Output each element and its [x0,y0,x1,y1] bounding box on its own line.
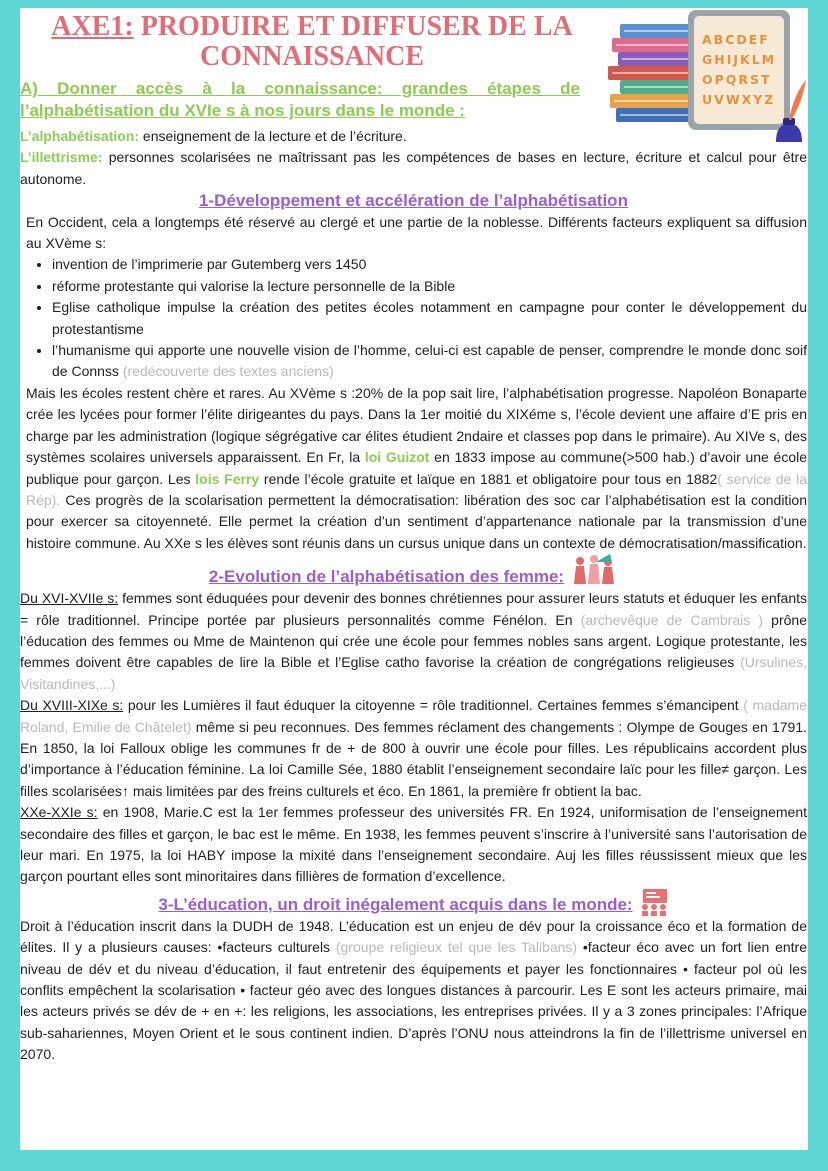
section-1-heading: 1-Développement et accélération de l’alphabétisation [199,191,628,211]
axis-title: PRODUIRE ET DIFFUSER DE LA CONNAISSANCE [133,11,573,72]
period-label: Du XVIII-XIXe s: [20,697,124,714]
paragraph-text: en 1833 impose au commune(>500 hab.) d’avoir une école publique pour garçon. Les [26,449,808,487]
book-stack-icon [608,24,698,122]
letters-row-1: ABCDEF [702,32,770,47]
list-item: • invention de l’imprimerie par Gutemberg vers 1450 [52,254,807,275]
main-content [20,126,807,1066]
definition-term: L’alphabétisation: [20,128,140,144]
paragraph-note: ( service de la Rép). [26,470,807,508]
letters-row-2: GHIJKLM [702,52,777,67]
section-2-p3 [20,802,807,888]
section-1-intro: En Occident, cela a longtemps été réservé au clergé et une partie de la noblesse. Différents facteurs expliquent sa diffusion au XVème s: [26,213,807,252]
women-figures-icon [568,554,618,588]
section-1-paragraph [20,383,807,554]
paragraph-note: (Ursulines, Visitandines,...) [20,654,807,692]
section-a-heading: A) Donner accès à la connaissance: grandes étapes de l’alphabétisation du XVIe s à nos jours dans le monde : [20,79,580,120]
list-item [52,340,807,383]
definition-text: enseignement de la lecture et de l’écriture. [139,128,407,144]
list-item: • Eglise catholique impulse la création des petites écoles notamment en campagne pour conter le développement du protestantisme [52,297,807,340]
section-2-heading [20,554,807,588]
paragraph-text: femmes sont éduquées pour devenir des bonnes chrétiennes pour assurer leurs statuts et éduquer les enfants = rôle traditionnel. Principe portée par plusieurs personnalités comme Fénélon. En [20,590,807,628]
paragraph-text: Droit à l’éducation inscrit dans la DUDH de 1948. L’éducation est un enjeu de dév pour la croissance éco et la formation de élites. Il y a plusieurs causes: •facteurs culturels [20,917,807,956]
definition-text: personnes scolarisées ne maîtrissant pas les compétences de bases en lecture, écriture et calcul pour être autonome. [20,149,807,187]
section-3-heading-text: 3-L’éducation, un droit inégalement acquis dans le monde: [158,894,633,914]
axis-label: AXE1: [51,11,134,42]
list-item-note: (redécouverte des textes anciens) [122,363,334,380]
paragraph-text: Mais les écoles restent chère et rares. Au XVème s :20% de la pop sait lire, l’alphabétisation progresse. Napoléon Bonaparte crée les lycées pour former l’élite dirigeantes du pays. Dans la 1er moitié du XIXéme s, l’école devient une affaire d’E pris en charge par les administration (logique ségrégative car élites étudient 2ndaire et classes pop dans le primaire). Au XIVe s, des systèmes scolaires universels apparaissent. En Fr, la [26,384,807,466]
loi-guizot: loi Guizot [364,449,430,466]
factors-list [20,254,807,382]
section-3-paragraph [20,916,807,1066]
lois-ferry: lois Ferry [195,470,260,487]
paragraph-note: (archevêque de Cambrais ) [580,611,764,628]
teacher-board-icon [639,888,669,916]
paragraph-text: en 1908, Marie.C est la 1er femmes professeur des universités FR. En 1924, uniformisation de l’enseignement secondaire des filles et garçon, le bac est le même. En 1938, les femmes peuvent s’inscrire à l’université sans l’autorisation de leur mari. En 1975, la loi HABY impose la mixité dans l’enseignement secondaire. Auj les filles réussissent mieux que les garçon pourtant elles sont minoritaires dans fillières de formation d’excellence. [20,804,807,885]
list-item: • réforme protestante qui valorise la lecture personnelle de la Bible [52,276,807,297]
letters-row-3: OPQRST [702,72,772,87]
definition-alphabetisation [20,126,807,147]
paragraph-text: •facteur éco avec un fort lien entre niveau de dév et du niveau d’éducation, il faut entretenir des équipements et payer les fonctionnaires • facteur pol où les conflits empêchent la scolarisation • facteur géo avec des longues distances à parcourir. Les E sont les acteurs primaire, mai les acteurs privés se dév de + en +: les religions, les associations, les entreprises privées. Il y a 3 zones principales: l’Afrique sub-sahariennes, Moyen Orient et le sous continent indien. D’après l’ONU nous atteindrons la fin de l’illettrisme universel en 2070. [20,939,807,1063]
paragraph-text: même si peu reconnues. Des femmes réclament des changements : Olympe de Gouges en 1791. En 1850, la loi Falloux oblige les communes fr de + de 800 à ouvrir une école pour filles. Les républicains accordent plus d’importance à l’éducation féminine. La loi Camille Sée, 1880 établit l’enseignement secondaire laïc pour les fille≠ garçon. Les filles scolarisées↑ mais limitées par des freins culturels et éco. En 1861, la première fr obtient la bac. [20,718,808,799]
paragraph-note: (groupe religieux tel que les Talibans) [335,939,578,956]
period-label: Du XVI-XVIIe s: [20,590,119,607]
paragraph-note: ( madame Roland, Emilie de Châtelet) [20,697,807,735]
paragraph-text: prône l’éducation des femmes ou Mme de Maintenon qui crée une école pour femmes nobles sans argent. Logique protestante, les femmes doivent être capables de lire la Bible et l’Eglise catho favorise la création de congrégations religieuses [20,611,807,671]
paragraph-text: Ces progrès de la scolarisation permettent la démocratisation: libération des soc car l’alphabétisation est la condition pour exercer sa citoyenneté. Elle permet la création d’un sentiment d’appartenance nationale par la transmission d’une histoire commune. Au XXe s les élèves sont réunis dans un cursus unique dans un contexte de démocratisation/massification. [26,491,807,551]
definition-term: L’illettrisme: [20,149,103,166]
section-2-p2 [20,695,807,802]
section-2-p1 [20,588,807,695]
letters-row-4: UVWXYZ [702,92,776,107]
definition-illettrisme [20,147,807,190]
paragraph-text: rende l’école gratuite et laïque en 1881 et obligatoire pour tous en 1882 [259,470,718,487]
paragraph-text: pour les Lumières il faut éduquer la citoyenne = rôle traditionnel. Certaines femmes s’émancipent [123,697,744,714]
document-page [20,8,808,1150]
page-title [32,12,592,72]
period-label: XXe-XXIe s: [20,804,98,821]
section-3-heading [20,888,807,916]
list-item-text: l’humanisme qui apporte une nouvelle vision de l’homme, celui-ci est capable de penser, comprendre le monde donc soif de Connss [52,342,807,380]
letters-board-icon [688,10,790,130]
section-2-heading-text: 2-Evolution de l’alphabétisation des femme: [208,567,565,587]
